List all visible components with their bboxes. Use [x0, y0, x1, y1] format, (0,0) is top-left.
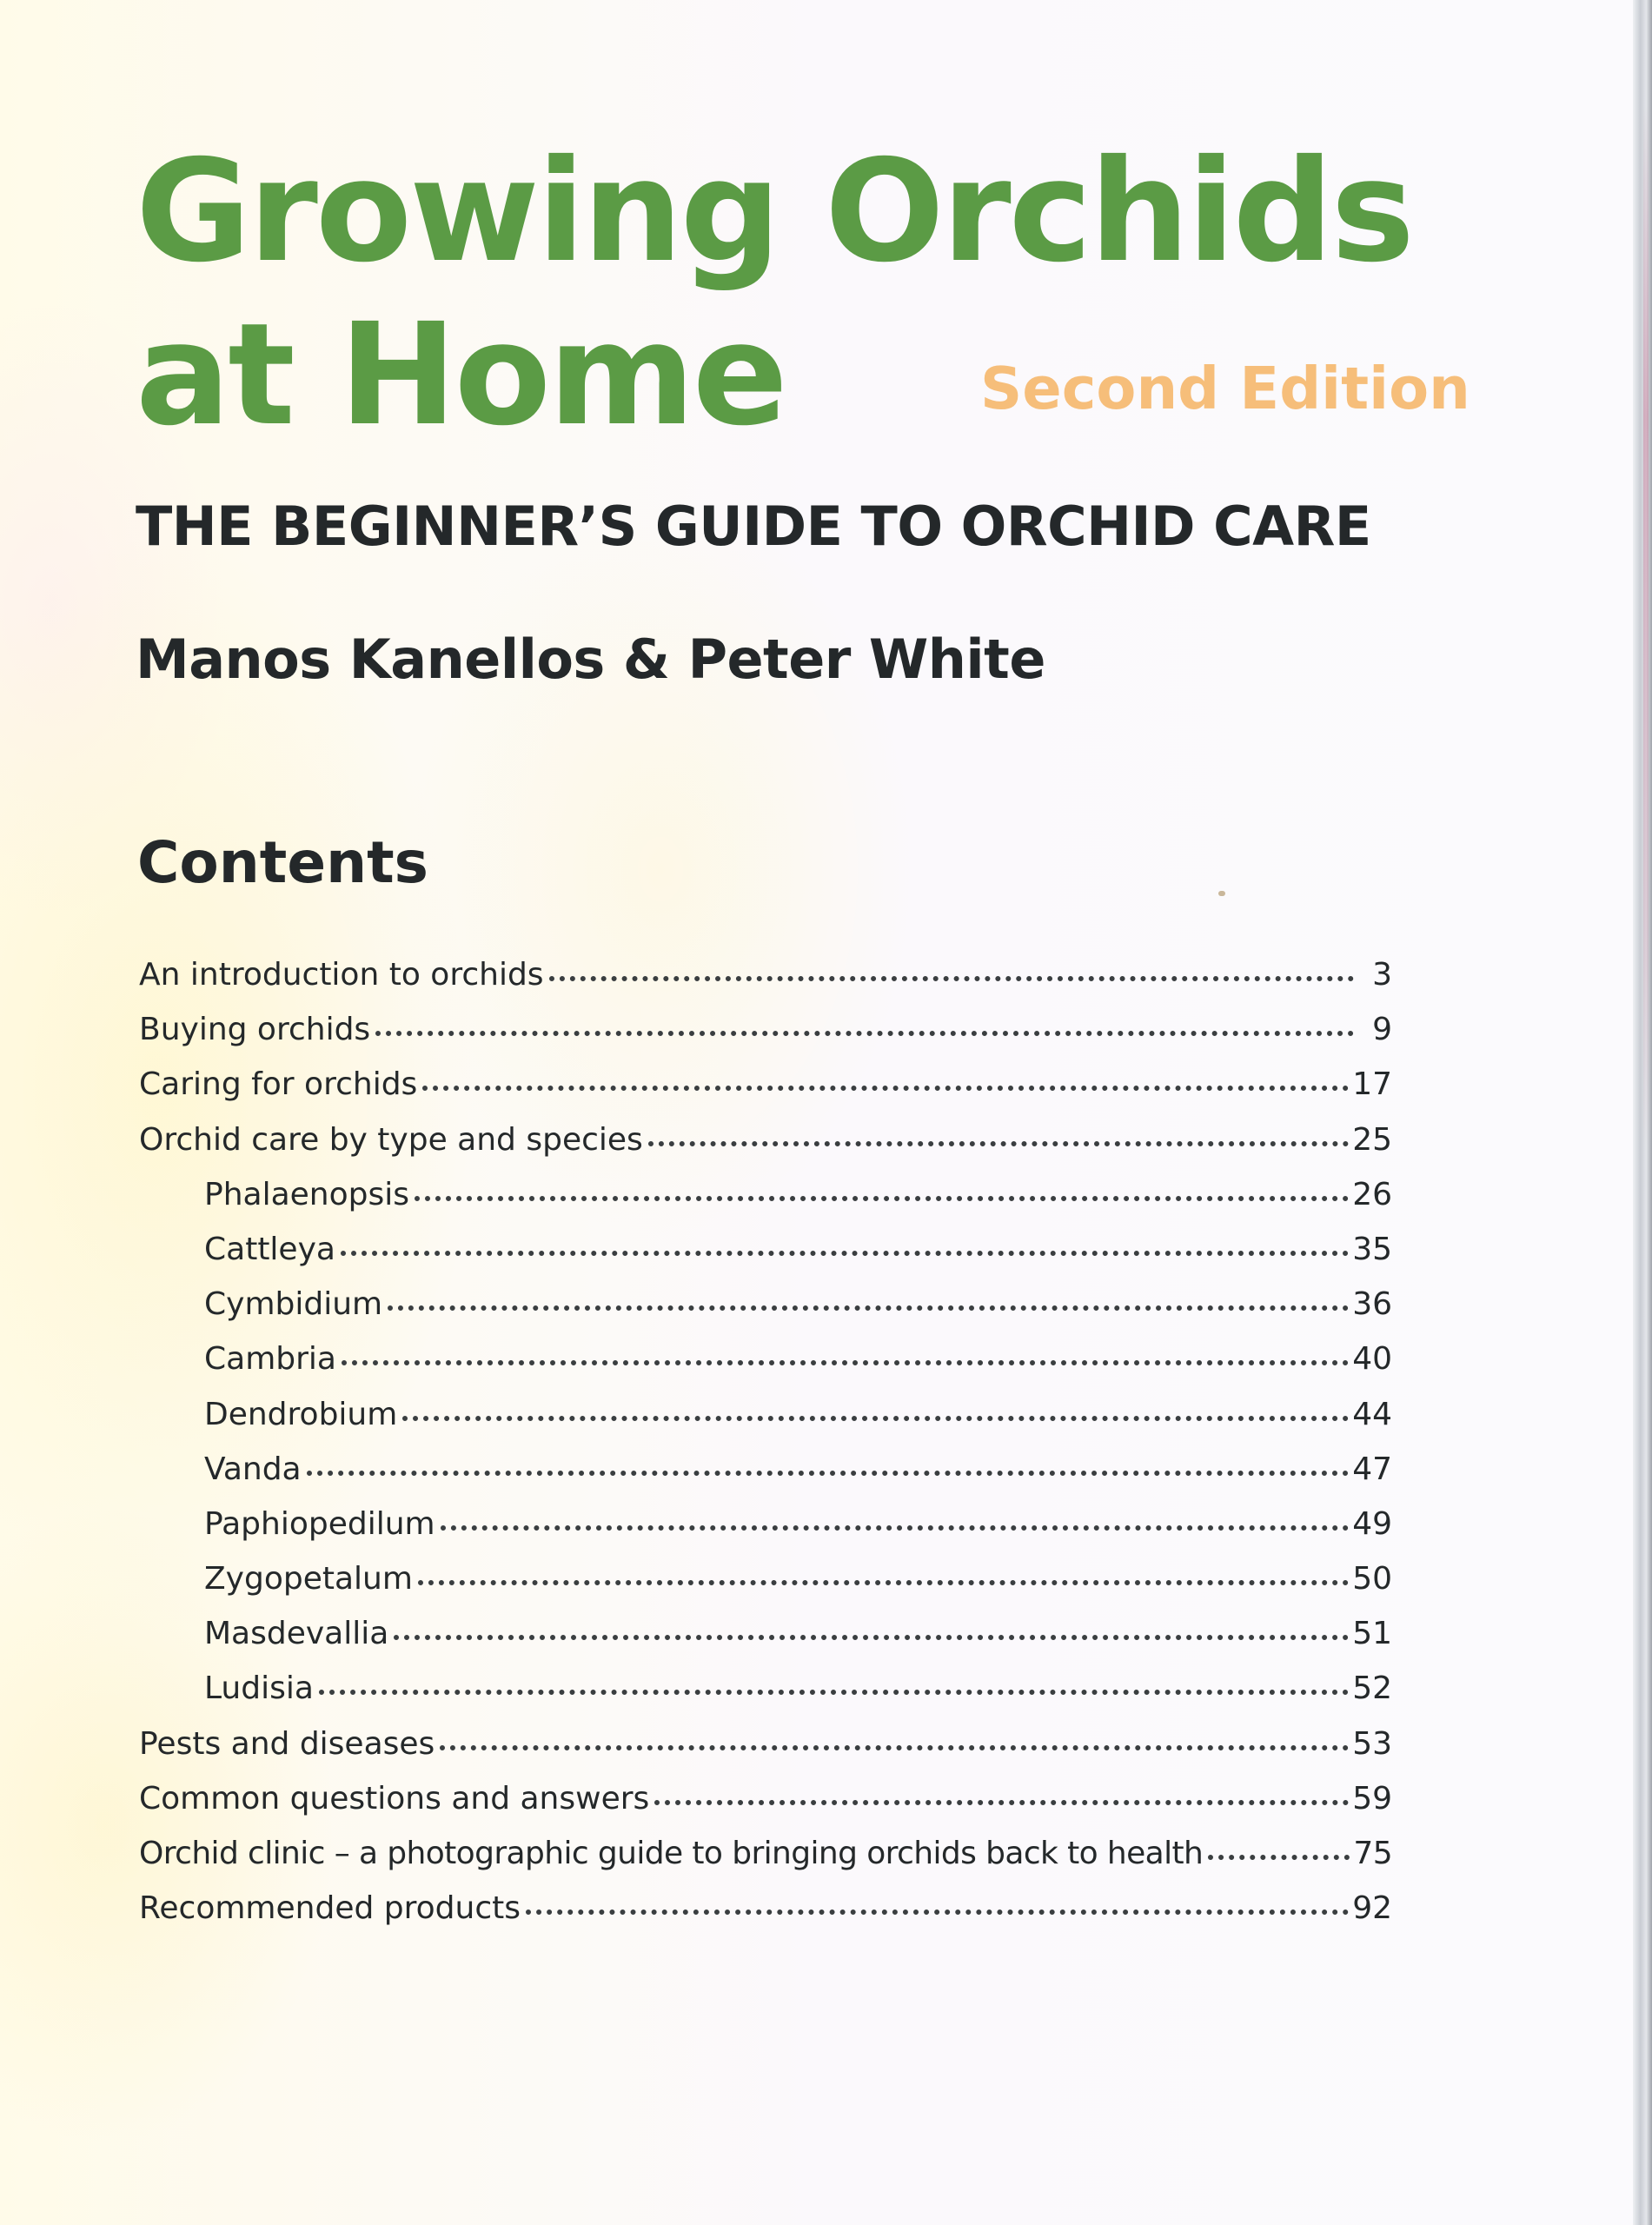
- toc-entry: [139, 1002, 1392, 1057]
- toc-dot-leader: [440, 1738, 1349, 1750]
- book-title-line-1: Growing Orchids: [136, 130, 1412, 294]
- toc-entry-page: 26: [1352, 1176, 1392, 1212]
- toc-entry-page: 3: [1372, 957, 1392, 993]
- toc-entry-page: 36: [1352, 1286, 1392, 1323]
- paper-speck: [1218, 891, 1225, 896]
- toc-entry-title: Recommended products: [139, 1890, 521, 1927]
- toc-entry-title: An introduction to orchids: [139, 957, 544, 993]
- toc-entry-page: 52: [1352, 1670, 1392, 1707]
- toc-dot-leader: [418, 1573, 1349, 1585]
- toc-entry-title: Common questions and answers: [139, 1780, 650, 1817]
- contents-heading: Contents: [137, 829, 428, 896]
- toc-entry-page: 47: [1352, 1451, 1392, 1487]
- toc-dot-leader: [1208, 1848, 1350, 1860]
- edition-label: Second Edition: [980, 355, 1470, 422]
- toc-entry-title: Caring for orchids: [139, 1066, 418, 1103]
- book-title-line-2: at Home: [136, 294, 786, 457]
- spine-color-mark: [1643, 104, 1649, 1147]
- toc-entry-page: 35: [1352, 1231, 1392, 1267]
- table-of-contents: [139, 947, 1392, 1936]
- toc-dot-leader: [307, 1464, 1350, 1476]
- toc-entry-title: Cymbidium: [204, 1286, 383, 1323]
- toc-dot-leader: [648, 1134, 1349, 1146]
- toc-dot-leader: [375, 1024, 1354, 1036]
- toc-dot-leader: [394, 1628, 1349, 1640]
- toc-entry-title: Masdevallia: [204, 1616, 389, 1652]
- toc-dot-leader: [654, 1793, 1349, 1805]
- toc-entry: [139, 947, 1392, 1002]
- toc-entry-title: Orchid clinic – a photographic guide to bringing orchids back to health: [139, 1836, 1204, 1871]
- toc-entry: [139, 1881, 1392, 1936]
- toc-entry: [139, 1826, 1392, 1881]
- toc-entry-page: 40: [1352, 1341, 1392, 1378]
- book-spine-edge: [1633, 0, 1652, 2225]
- toc-entry-title: Buying orchids: [139, 1012, 371, 1048]
- toc-entry-page: 92: [1352, 1890, 1392, 1927]
- toc-dot-leader: [422, 1079, 1349, 1091]
- toc-subentry: [139, 1167, 1392, 1222]
- toc-entry-title: Dendrobium: [204, 1396, 398, 1432]
- toc-dot-leader: [441, 1518, 1350, 1531]
- toc-subentry: [139, 1222, 1392, 1277]
- toc-dot-leader: [341, 1244, 1349, 1256]
- toc-entry-page: 44: [1352, 1396, 1392, 1432]
- toc-dot-leader: [319, 1683, 1349, 1695]
- toc-subentry: [139, 1551, 1392, 1606]
- toc-entry-title: Pests and diseases: [139, 1725, 435, 1762]
- toc-subentry: [139, 1497, 1392, 1551]
- toc-entry-page: 49: [1352, 1505, 1392, 1542]
- toc-entry: [139, 1057, 1392, 1112]
- toc-entry-page: 25: [1352, 1121, 1392, 1158]
- toc-entry-title: Phalaenopsis: [204, 1176, 410, 1212]
- book-authors: Manos Kanellos & Peter White: [136, 628, 1045, 691]
- toc-entry-title: Vanda: [204, 1451, 302, 1487]
- toc-entry-title: Orchid care by type and species: [139, 1121, 643, 1158]
- toc-dot-leader: [549, 969, 1354, 981]
- toc-subentry: [139, 1606, 1392, 1661]
- toc-entry-title: Paphiopedilum: [204, 1505, 435, 1542]
- toc-entry-page: 75: [1353, 1836, 1392, 1871]
- toc-dot-leader: [526, 1903, 1349, 1915]
- toc-dot-leader: [415, 1189, 1349, 1201]
- toc-entry-page: 17: [1352, 1066, 1392, 1103]
- toc-dot-leader: [342, 1353, 1349, 1365]
- toc-entry: [139, 1112, 1392, 1167]
- toc-subentry: [139, 1387, 1392, 1442]
- toc-dot-leader: [388, 1298, 1349, 1311]
- toc-entry-page: 53: [1352, 1725, 1392, 1762]
- toc-entry: [139, 1717, 1392, 1771]
- toc-dot-leader: [402, 1409, 1349, 1421]
- toc-subentry: [139, 1277, 1392, 1332]
- toc-entry-page: 51: [1352, 1616, 1392, 1652]
- toc-entry-page: 50: [1352, 1561, 1392, 1597]
- toc-entry: [139, 1771, 1392, 1826]
- book-subtitle: THE BEGINNER’S GUIDE TO ORCHID CARE: [136, 495, 1371, 558]
- toc-entry-title: Zygopetalum: [204, 1561, 413, 1597]
- toc-entry-page: 59: [1352, 1780, 1392, 1817]
- toc-subentry: [139, 1332, 1392, 1386]
- toc-subentry: [139, 1661, 1392, 1716]
- toc-entry-page: 9: [1372, 1012, 1392, 1048]
- toc-entry-title: Cattleya: [204, 1231, 335, 1267]
- toc-subentry: [139, 1442, 1392, 1497]
- toc-entry-title: Ludisia: [204, 1670, 314, 1707]
- toc-entry-title: Cambria: [204, 1341, 336, 1378]
